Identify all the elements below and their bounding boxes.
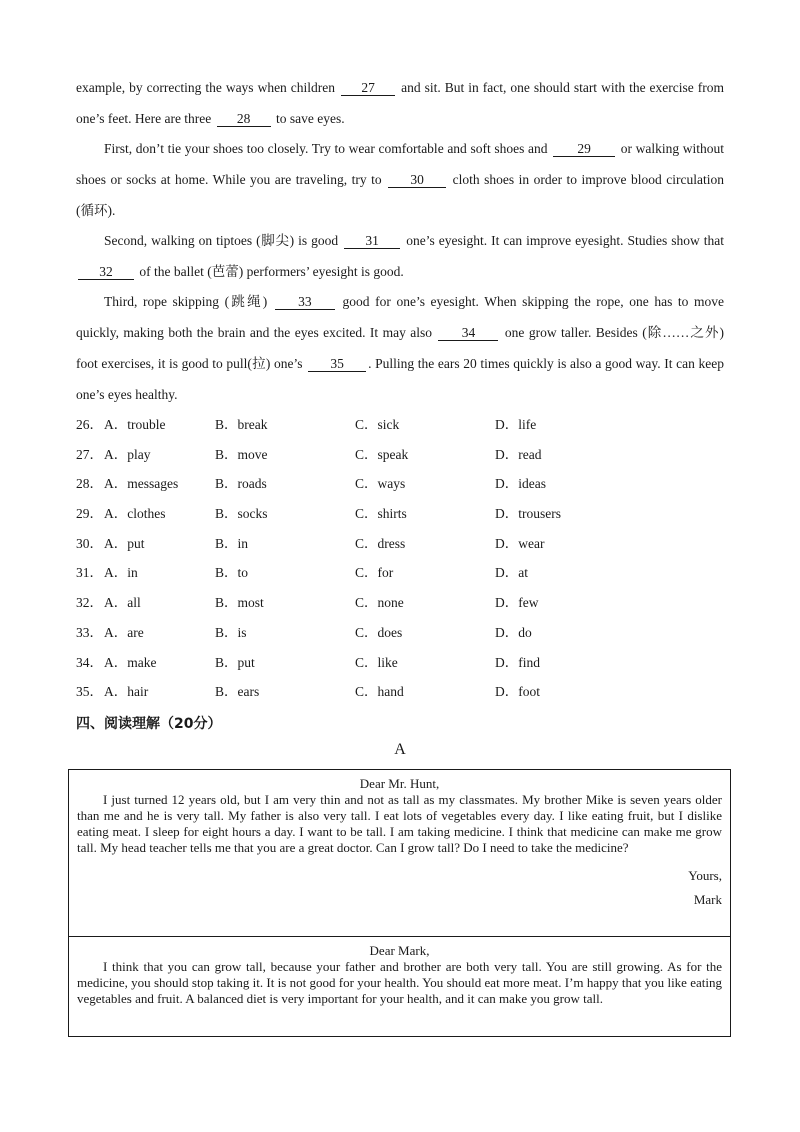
option-c: C．none (355, 595, 404, 611)
option-b: B．socks (215, 506, 268, 522)
option-a: A．clothes (104, 506, 166, 522)
cloze-text: one grow taller. Besides (除……之外) foot exercises, it is good to pull(拉) one’s (76, 325, 725, 371)
cloze-text: or walking without shoes or socks at home. While you are traveling, try to (76, 141, 724, 187)
option-a: A．trouble (104, 417, 166, 432)
option-c: C．does (355, 624, 403, 640)
option-row (76, 533, 724, 563)
question-number: 31． (76, 565, 103, 581)
option-c: C．sick (355, 417, 400, 432)
question-number: 26． (76, 417, 103, 432)
option-d: D．at (495, 565, 528, 581)
letters-box (68, 769, 731, 1037)
option-a: A．are (104, 624, 144, 640)
option-c: C．like (355, 654, 398, 670)
question-number: 30． (76, 535, 103, 551)
option-a: A．all (104, 595, 141, 611)
option-b: B．put (215, 654, 255, 670)
cloze-text: good for one’s eyesight. When skipping the rope, one has to move quickly, making both the brain and the eyes excited. It may also (76, 294, 725, 340)
option-d: D．wear (495, 535, 545, 551)
letter-to-mr-hunt (69, 776, 730, 936)
cloze-paragraph-3 (76, 225, 724, 287)
cloze-text: example, by correcting the ways when children (76, 80, 336, 95)
option-row (76, 473, 724, 503)
option-row (76, 652, 724, 682)
question-number: 34． (76, 654, 103, 670)
option-c: C．for (355, 565, 394, 581)
option-d: D．life (495, 417, 537, 432)
blank-32: 32 (78, 264, 134, 280)
cloze-text: Third, rope skipping (跳绳) (104, 294, 268, 309)
option-row (76, 414, 724, 444)
cloze-text: . Pulling the ears 20 times quickly is also a good way. It can keep one’s eyes healthy. (76, 356, 724, 402)
option-a: A．hair (104, 684, 149, 700)
option-row (76, 444, 724, 474)
blank-28: 28 (217, 111, 271, 127)
letter-salutation: Dear Mr. Hunt, (359, 776, 440, 791)
option-d: D．do (495, 624, 532, 640)
option-b: B．is (215, 624, 247, 640)
option-b: B．roads (215, 476, 267, 492)
option-a: A．make (104, 654, 157, 670)
blank-35: 35 (308, 356, 366, 372)
question-number: 27． (76, 446, 103, 462)
blank-33: 33 (275, 294, 335, 310)
letter-salutation: Dear Mark, (369, 943, 430, 958)
option-d: D．read (495, 446, 542, 462)
option-b: B．move (215, 446, 268, 462)
cloze-text: Second, walking on tiptoes (脚尖) is good (104, 233, 339, 248)
blank-29: 29 (553, 141, 615, 157)
option-row (76, 622, 724, 652)
question-number: 28． (76, 476, 103, 492)
cloze-paragraph-1 (76, 72, 724, 134)
letter-body: I just turned 12 years old, but I am very thin and not as tall as my classmates. My brother Mike is seven years older than me and he is very tall. My father is also very tall. I eat lots of vegetables every day. I like eating fruit, but I dislike eating meat. I sleep for eight hours a day. I want to be tall. I am taking medicine. I think that medicine can make me grow tall. My head teacher tells me that you are a great doctor. Can I grow tall? Do I need to take the medicine? (77, 792, 722, 855)
option-d: D．few (495, 595, 539, 611)
option-a: A．play (104, 446, 151, 462)
options-list (76, 414, 724, 711)
letter-to-mark (69, 936, 730, 1036)
option-c: C．hand (355, 684, 404, 700)
option-b: B．most (215, 595, 264, 611)
option-d: D．trousers (495, 506, 561, 522)
section-title: 四、阅读理解（20分） (76, 716, 222, 732)
cloze-text: and sit. But in fact, one should start with the exercise from one’s feet. Here are three (76, 80, 725, 126)
cloze-paragraph-4 (76, 286, 724, 410)
option-a: A．put (104, 535, 145, 551)
option-c: C．shirts (355, 506, 407, 522)
option-b: B．break (215, 417, 268, 432)
blank-31: 31 (344, 233, 400, 249)
question-number: 35． (76, 684, 103, 700)
option-d: D．foot (495, 684, 540, 700)
option-d: D．ideas (495, 476, 546, 492)
blank-34: 34 (438, 325, 498, 341)
cloze-text: cloth shoes in order to improve blood circulation (循环). (76, 172, 724, 218)
option-a: A．messages (104, 476, 179, 492)
cloze-text: of the ballet (芭蕾) performers’ eyesight is good. (139, 264, 404, 279)
question-number: 29． (76, 506, 103, 522)
blank-30: 30 (388, 172, 446, 188)
option-b: B．to (215, 565, 249, 581)
option-c: C．speak (355, 446, 409, 462)
cloze-text: one’s eyesight. It can improve eyesight. Studies show that (406, 233, 725, 248)
option-c: C．dress (355, 535, 406, 551)
option-a: A．in (104, 565, 138, 581)
option-row (76, 503, 724, 533)
blank-27: 27 (341, 80, 395, 96)
cloze-text: First, don’t tie your shoes too closely. Try to wear comfortable and soft shoes and (104, 141, 548, 156)
question-number: 33． (76, 624, 103, 640)
letter-signature: Mark (693, 892, 722, 907)
option-c: C．ways (355, 476, 406, 492)
letter-body: I think that you can grow tall, because your father and brother are both very tall. You are still growing. As for the medicine, you should stop taking it. It is not good for your health. You should eat more meat. I’m happy that you like eating vegetables and fruit. A balanced diet is very important for your health, and it can make you grow tall. (77, 959, 722, 1006)
cloze-text: to save eyes. (276, 111, 345, 126)
letter-closing: Yours, (688, 868, 722, 883)
option-b: B．ears (215, 684, 260, 700)
option-row (76, 681, 724, 711)
option-row (76, 592, 724, 622)
cloze-paragraph-2 (76, 133, 724, 226)
question-number: 32． (76, 595, 103, 611)
option-b: B．in (215, 535, 249, 551)
option-row (76, 562, 724, 592)
passage-label: A (394, 741, 406, 758)
option-d: D．find (495, 654, 540, 670)
